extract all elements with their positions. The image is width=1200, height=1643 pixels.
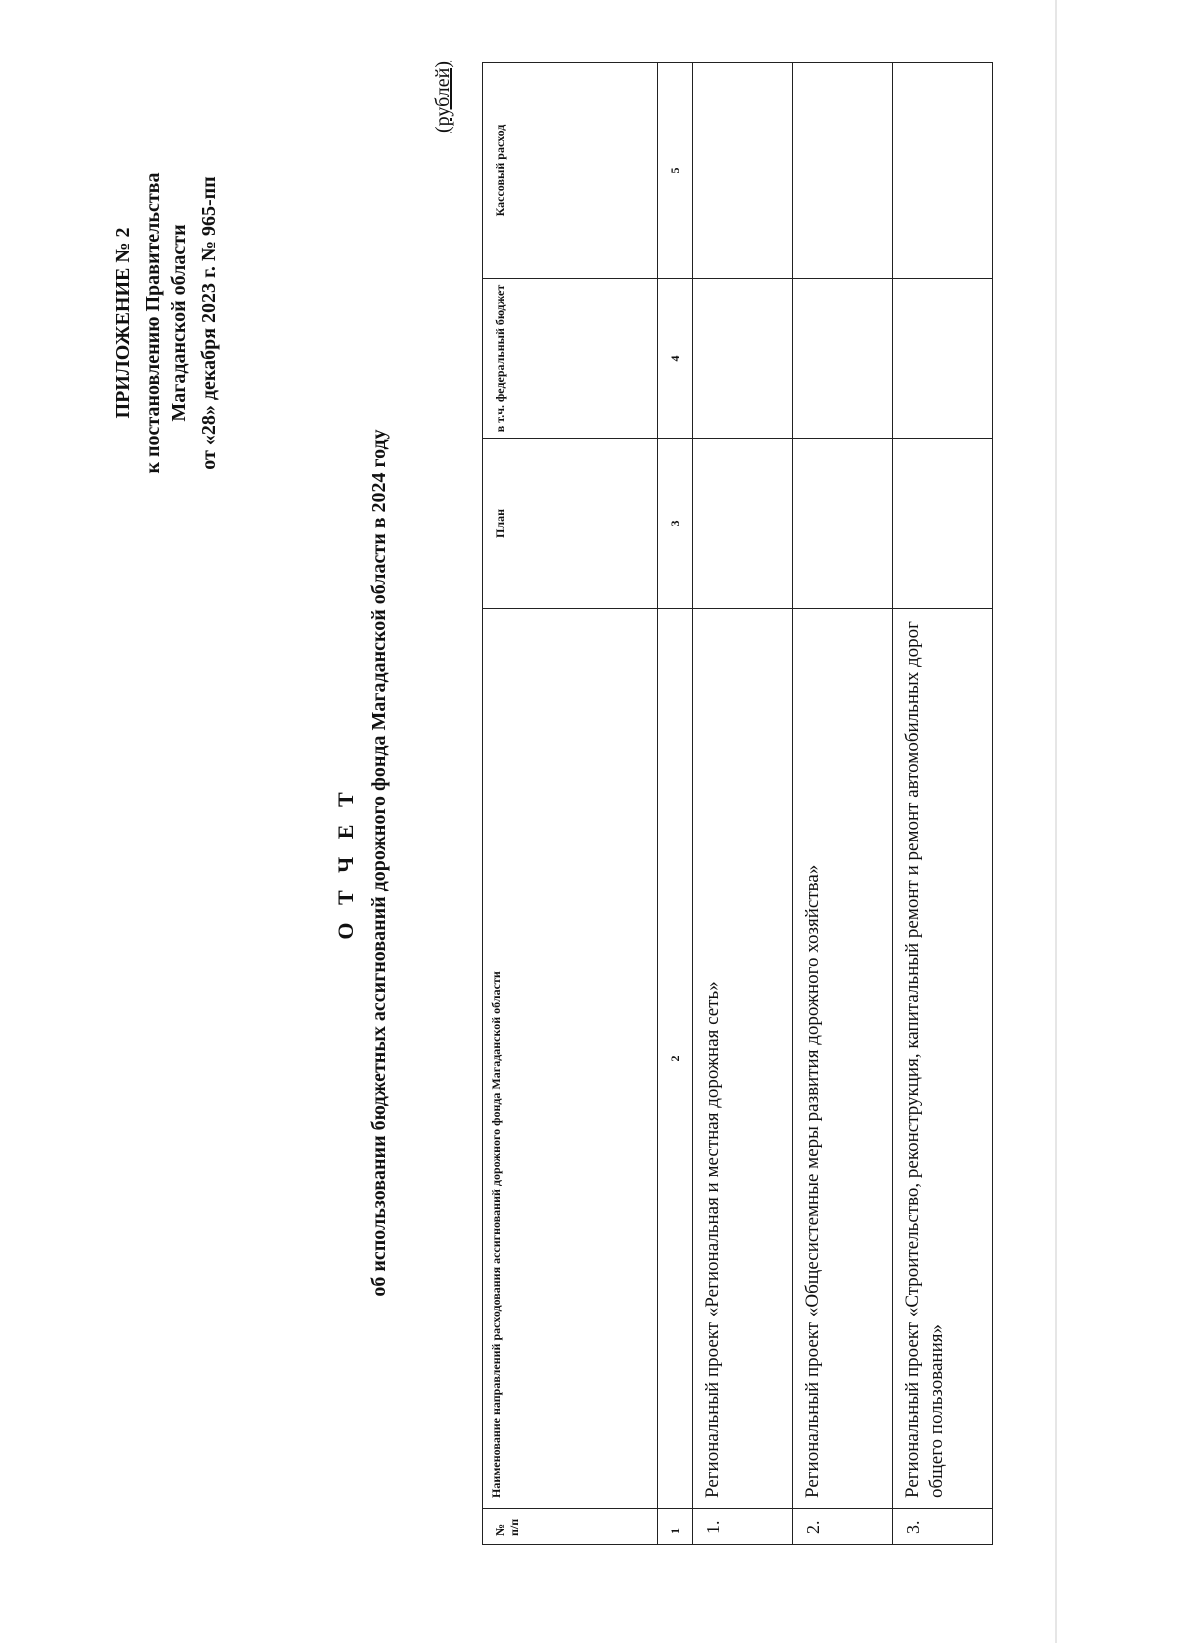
row-number: 1.	[693, 1509, 793, 1545]
row-cash	[893, 63, 993, 279]
row-cash	[693, 63, 793, 279]
header-federal: в т.ч. федеральный бюджет	[483, 279, 658, 439]
table-row	[893, 63, 993, 1545]
approval-line-region: Магаданской области	[168, 224, 190, 422]
table-row	[693, 63, 793, 1545]
header-num: № п/п	[483, 1509, 658, 1545]
column-number-2: 2	[658, 609, 693, 1509]
row-federal	[693, 279, 793, 439]
report-title	[330, 213, 396, 1513]
column-number-3: 3	[658, 439, 693, 609]
header-name: Наименование направлений расходования ассигнований дорожного фонда Магаданской области	[483, 609, 658, 1509]
unit-label: (рублей)	[432, 60, 454, 133]
table-row	[793, 63, 893, 1545]
row-federal	[793, 279, 893, 439]
row-name: Региональный проект «Строительство, реконструкция, капитальный ремонт и ремонт автомобильных дорог общего пользования»	[893, 609, 993, 1509]
column-number-1: 1	[658, 1509, 693, 1545]
row-name: Региональный проект «Общесистемные меры развития дорожного хозяйства»	[793, 609, 893, 1509]
approval-block	[108, 63, 224, 583]
row-number: 2.	[793, 1509, 893, 1545]
column-number-4: 4	[658, 279, 693, 439]
row-number: 3.	[893, 1509, 993, 1545]
report-title-main: О Т Ч Е Т	[333, 786, 358, 940]
header-plan: План	[483, 439, 658, 609]
column-numbers-row	[658, 63, 693, 1545]
header-cash: Кассовый расход	[483, 63, 658, 279]
row-cash	[793, 63, 893, 279]
appendix-number: ПРИЛОЖЕНИЕ № 2	[112, 227, 134, 419]
row-plan	[893, 439, 993, 609]
table-header-row	[483, 63, 658, 1545]
row-plan	[793, 439, 893, 609]
report-subtitle: об использовании бюджетных ассигнований дорожного фонда Магаданской области в 2024 году	[368, 429, 390, 1297]
approval-line-resolution: к постановлению Правительства	[142, 172, 164, 474]
approval-line-date: от «28» декабря 2023 г. № 965-пп	[198, 176, 220, 470]
row-plan	[693, 439, 793, 609]
column-number-5: 5	[658, 63, 693, 279]
row-name: Региональный проект «Региональная и местная дорожная сеть»	[693, 609, 793, 1509]
row-federal	[893, 279, 993, 439]
report-table	[482, 62, 993, 1545]
